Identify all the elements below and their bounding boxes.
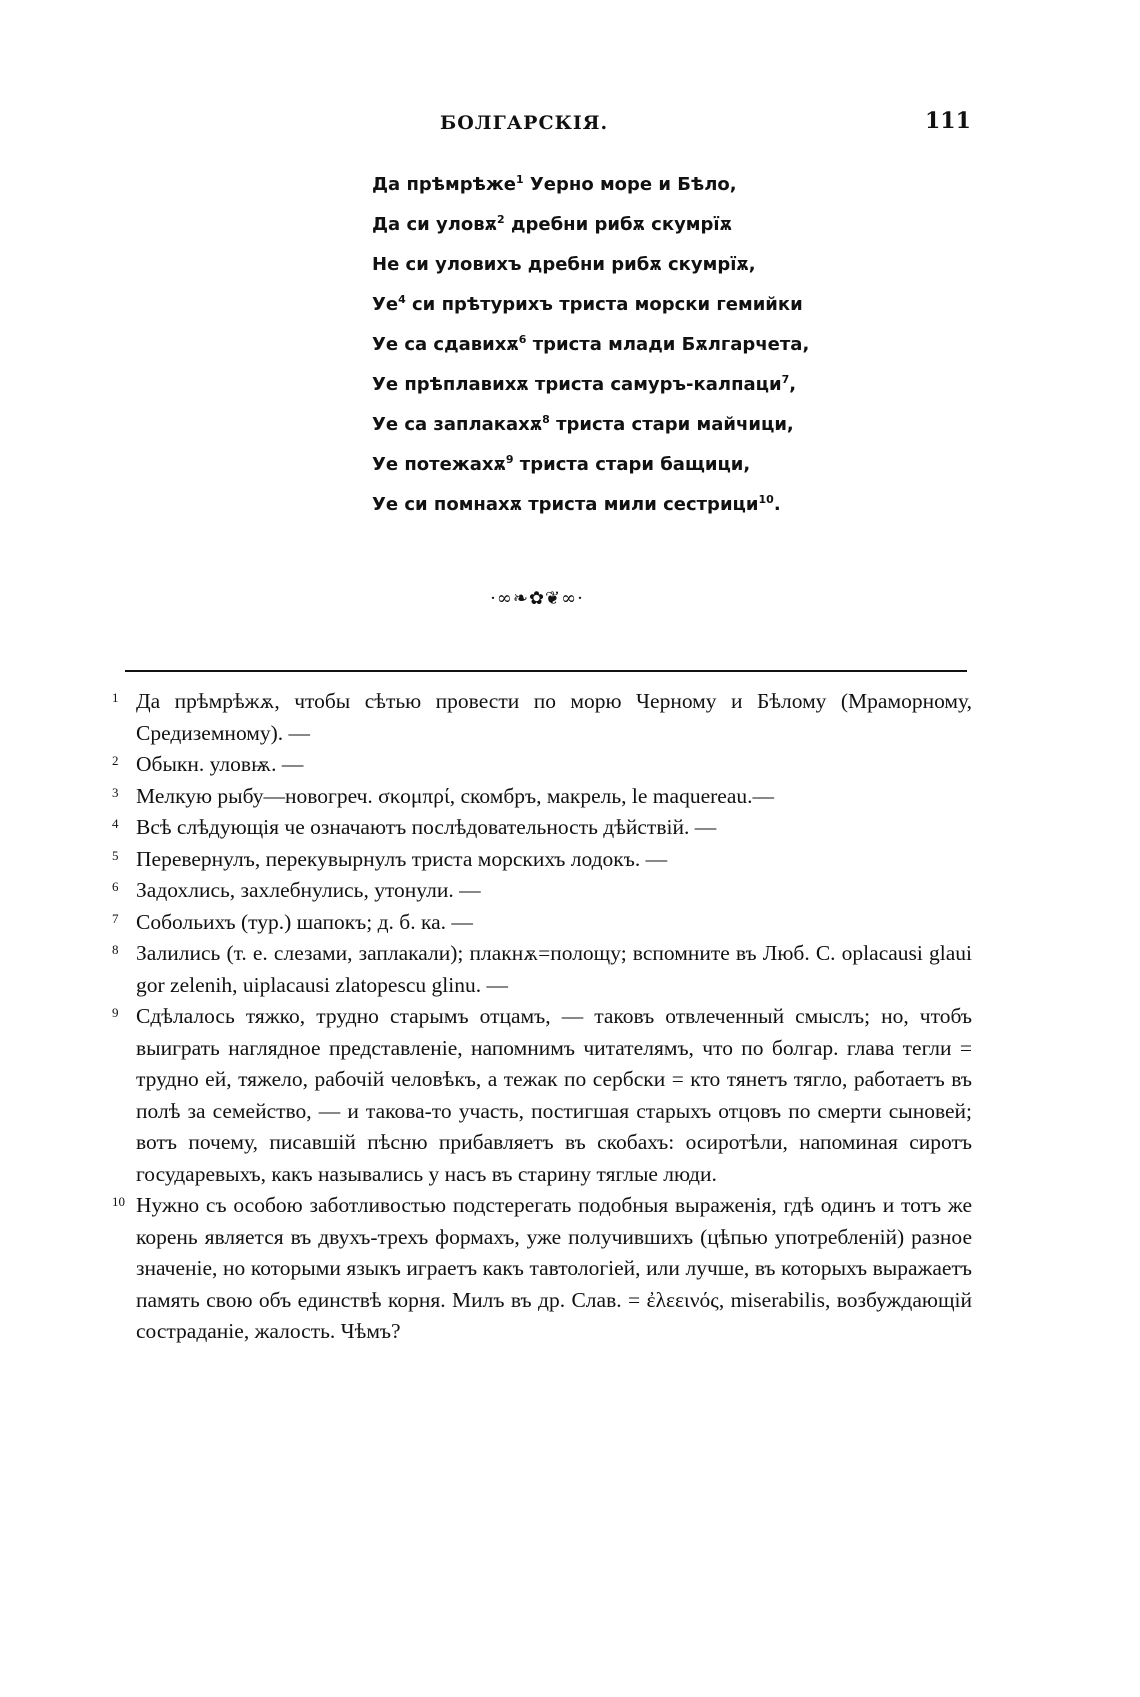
verse-line: [372, 160, 892, 200]
verse-line: [372, 320, 892, 360]
verse-text: Уе са заплакахѫ: [372, 414, 543, 435]
footnote-text: Перевернулъ, перекувырнулъ триста морскихъ лодокъ. —: [136, 846, 668, 871]
verse-note-mark: 1: [515, 173, 524, 186]
verse-note-mark: 4: [398, 293, 406, 306]
verse-note-mark: 8: [542, 413, 550, 426]
footnote: [112, 749, 972, 781]
footnote-number: 6: [112, 879, 119, 894]
footnote-text: Залились (т. е. слезами, заплакали); плакнѫ=полощу; вспомните въ Люб. С. oplacausi glaui gor zelenih, uiplacausi zlatopescu glinu. —: [136, 941, 972, 997]
verse-text: Уе са сдавихѫ: [372, 334, 519, 355]
verse-line: [372, 280, 892, 320]
verse-text: Да си уловѫ: [372, 214, 498, 235]
verse-text-tail: .: [773, 494, 781, 515]
footnotes: [112, 686, 972, 1348]
footnote-text: Собольихъ (тур.) шапокъ; д. б. ка. —: [136, 909, 473, 934]
footnote: [112, 875, 972, 907]
verse-text-tail: си прѣтурихъ триста морски гемийки: [405, 294, 803, 315]
footnote-rule: [125, 670, 967, 672]
verse-note-mark: 10: [758, 493, 774, 506]
footnote-text: Да прѣмрѣжѫ, чтобы сѣтью провести по морю Черному и Бѣлому (Мраморному, Средиземному). —: [136, 689, 972, 745]
running-title: БОЛГАРСКІЯ.: [440, 112, 609, 134]
footnote-text: Обыкн. уловѭ. —: [136, 752, 304, 776]
verse-line: [372, 200, 892, 240]
footnote-text: Нужно съ особою заботливостью подстерегать подобныя выраженія, гдѣ одинъ и тотъ же корень является въ двухъ-трехъ формахъ, уже получившихъ (цѣпью употребленій) разное значеніе, но которыми языкъ играетъ какъ тавтологіей, или лучше, въ которыхъ выражаетъ память свою объ единствѣ корня. Милъ въ др. Слав. = ἐλεεινός, miserabilis, возбуждающій состраданіе, жалость. Чѣмъ?: [136, 1193, 972, 1343]
footnote: [112, 907, 972, 939]
footnote-number: 5: [112, 847, 119, 863]
footnote-text: Сдѣлалось тяжко, трудно старымъ отцамъ, — таковъ отвлеченный смыслъ; но, чтобъ выиграть наглядное представленіе, напомнимъ читателямъ, что по болгар. глава тегли = трудно ей, тяжело, рабочій человѣкъ, а тежак по сербски = кто тянетъ тягло, работаетъ въ полѣ за семейство, — и такова-то участь, постигшая старыхъ отцовъ по смерти сыновей; вотъ почему, писавшій пѣсню прибавляетъ въ скобахъ: осиротѣли, напоминая сиротъ государевыхъ, какъ назывались у насъ въ старину тяглые люди.: [136, 1004, 972, 1186]
verse-text: Уе: [372, 294, 399, 315]
footnote: [112, 781, 972, 813]
verse-text: Не си уловихъ дребни рибѫ скумрїѫ,: [372, 254, 756, 275]
verse-text-tail: триста стари бащици,: [513, 454, 751, 475]
footnote-text: Задохлись, захлебнулись, утонули. —: [136, 878, 481, 902]
footnote: [112, 812, 972, 844]
footnote: [112, 1190, 972, 1348]
verse-text: Уе потежахѫ: [372, 454, 506, 475]
verse-block: [372, 160, 892, 520]
verse-line: [372, 440, 892, 480]
verse-note-mark: 2: [497, 213, 505, 226]
footnote-number: 4: [112, 816, 119, 831]
verse-note-mark: 6: [518, 333, 527, 346]
footnote-text: Мелкую рыбу—новогреч. σκομπρί, скомбръ, макрель, le maquereau.—: [136, 783, 774, 808]
verse-text: Уе си помнахѫ триста мили сестрици: [372, 494, 759, 515]
footnote: [112, 844, 972, 876]
footnote-number: 8: [112, 942, 119, 957]
footnote-number: 1: [112, 690, 119, 705]
footnote: [112, 686, 972, 749]
verse-text-tail: дребни рибѫ скумрїѫ: [504, 214, 732, 235]
verse-line: [372, 360, 892, 400]
footnote-number: 10: [112, 1194, 125, 1209]
verse-line: [372, 400, 892, 440]
verse-note-mark: 9: [505, 453, 514, 466]
verse-text: Уе прѣплавихѫ триста самуръ-калпаци: [372, 374, 782, 395]
footnote-number: 2: [112, 753, 119, 768]
verse-text-tail: ,: [789, 374, 797, 395]
ornament-divider: ·∞❧✿❦∞·: [490, 588, 584, 609]
footnote-number: 7: [112, 910, 119, 926]
verse-note-mark: 7: [781, 373, 790, 386]
page-number: 111: [925, 108, 971, 134]
verse-text-tail: триста млади Бѫлгарчета,: [526, 334, 810, 355]
verse-line: [372, 480, 892, 520]
verse-text-tail: Уерно море и Бѣло,: [523, 174, 737, 195]
footnote: [112, 1001, 972, 1190]
verse-line: [372, 240, 892, 280]
footnote-text: Всѣ слѣдующія че означаютъ послѣдовательность дѣйствій. —: [136, 815, 717, 839]
footnote-number: 3: [112, 784, 119, 800]
verse-text-tail: триста стари майчици,: [549, 414, 794, 435]
footnote-number: 9: [112, 1005, 119, 1020]
footnote: [112, 938, 972, 1001]
verse-text: Да прѣмрѣже: [372, 174, 516, 195]
